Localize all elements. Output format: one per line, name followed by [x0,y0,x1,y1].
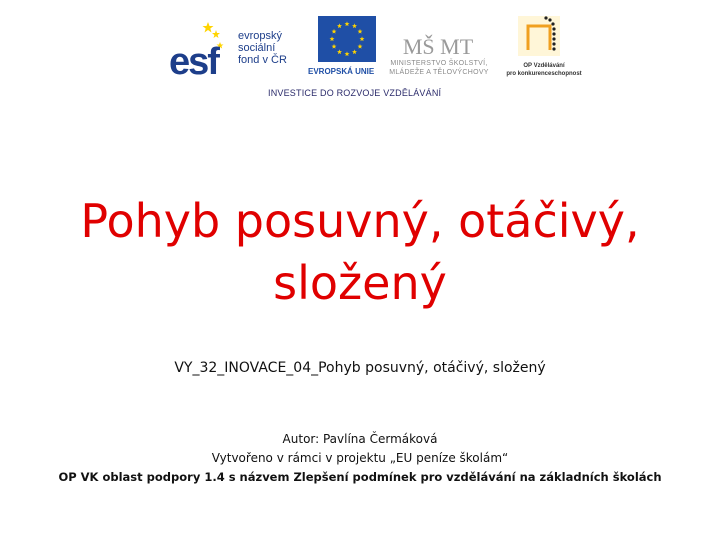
msmt-mark-icon [402,14,474,59]
opvk-text [498,62,590,78]
esf-text-line: evropský [238,30,283,42]
esf-text [238,30,287,66]
msmt-text-line: MLÁDEŽE A TĚLOVÝCHOVY [389,69,489,76]
title-line: složený [273,256,447,310]
project-line: Vytvořeno v rámci v projektu „EU peníze školám“ [211,451,509,465]
credits [0,430,720,487]
msmt-text [374,59,504,77]
opvk-mark-icon [516,14,562,58]
eu-flag-icon [318,16,376,62]
page-title [0,190,720,314]
title-line: Pohyb posuvný, otáčivý, [80,194,640,248]
opvk-text-line: pro konkurenceschopnost [506,71,582,77]
logo-band [168,14,588,100]
opvk-logo [498,14,590,80]
esf-mark-text: esf [169,41,218,83]
esf-text-line: fond v ČR [238,54,287,66]
investice-caption: INVESTICE DO ROZVOJE VZDĚLÁVÁNÍ [268,88,442,98]
author-line: Autor: Pavlína Čermáková [282,432,438,446]
program-line: OP VK oblast podpory 1.4 s názvem Zlepšení podmínek pro vzdělávání na základních školách [58,470,662,484]
opvk-text-line: OP Vzdělávání [523,63,565,69]
msmt-text-line: MINISTERSTVO ŠKOLSTVÍ, [390,60,488,67]
eu-text: EVROPSKÁ UNIE [308,67,375,76]
material-code: VY_32_INOVACE_04_Pohyb posuvný, otáčivý, složený [174,360,546,376]
msmt-mark-text: MŠ MT [402,34,474,59]
msmt-logo [374,14,504,80]
esf-text-line: sociální [238,42,276,54]
esf-mark-icon [168,16,232,83]
